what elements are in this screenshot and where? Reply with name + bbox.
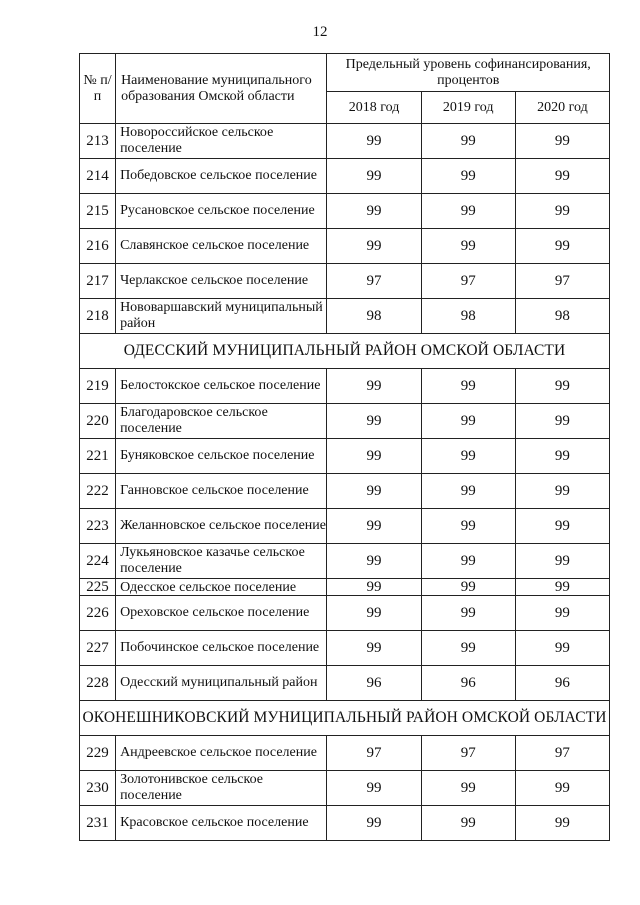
value-2018: 99	[327, 194, 421, 229]
value-2018: 99	[327, 229, 421, 264]
table-row	[80, 404, 610, 439]
value-2020: 99	[515, 159, 609, 194]
municipality-name: Ганновское сельское поселение	[116, 474, 327, 509]
row-number: 223	[80, 509, 116, 544]
row-number: 217	[80, 264, 116, 299]
municipality-name: Лукьяновское казачье сельское поселение	[116, 544, 327, 579]
value-2020: 99	[515, 631, 609, 666]
value-2018: 99	[327, 439, 421, 474]
value-2019: 99	[421, 579, 515, 596]
municipality-name: Ореховское сельское поселение	[116, 596, 327, 631]
value-2020: 98	[515, 299, 609, 334]
value-2018: 99	[327, 369, 421, 404]
value-2019: 99	[421, 439, 515, 474]
value-2018: 99	[327, 404, 421, 439]
value-2019: 97	[421, 264, 515, 299]
row-number: 218	[80, 299, 116, 334]
table-row	[80, 544, 610, 579]
municipality-name: Желанновское сельское поселение	[116, 509, 327, 544]
value-2020: 99	[515, 194, 609, 229]
table-header	[80, 54, 610, 124]
table-row	[80, 264, 610, 299]
value-2018: 99	[327, 474, 421, 509]
value-2018: 99	[327, 631, 421, 666]
municipality-name: Побочинское сельское поселение	[116, 631, 327, 666]
value-2019: 99	[421, 544, 515, 579]
value-2019: 99	[421, 369, 515, 404]
row-number: 220	[80, 404, 116, 439]
row-number: 213	[80, 124, 116, 159]
row-number: 230	[80, 771, 116, 806]
municipality-name: Одесский муниципальный район	[116, 666, 327, 701]
value-2019: 99	[421, 509, 515, 544]
value-2018: 99	[327, 544, 421, 579]
row-number: 226	[80, 596, 116, 631]
municipality-name: Золотонивское сельское поселение	[116, 771, 327, 806]
value-2019: 97	[421, 736, 515, 771]
value-2019: 99	[421, 404, 515, 439]
row-number: 229	[80, 736, 116, 771]
header-year-2019: 2019 год	[421, 92, 515, 124]
table-row	[80, 509, 610, 544]
municipality-name: Благодаровское сельское поселение	[116, 404, 327, 439]
table-row	[80, 369, 610, 404]
value-2018: 97	[327, 736, 421, 771]
value-2018: 97	[327, 264, 421, 299]
municipality-name: Белостокское сельское поселение	[116, 369, 327, 404]
table-row	[80, 229, 610, 264]
cofinancing-table	[79, 53, 610, 841]
value-2019: 99	[421, 771, 515, 806]
value-2018: 96	[327, 666, 421, 701]
value-2020: 99	[515, 544, 609, 579]
value-2019: 98	[421, 299, 515, 334]
value-2019: 99	[421, 474, 515, 509]
row-number: 224	[80, 544, 116, 579]
table-row	[80, 736, 610, 771]
municipality-name: Новороссийское сельское поселение	[116, 124, 327, 159]
row-number: 219	[80, 369, 116, 404]
municipality-name: Русановское сельское поселение	[116, 194, 327, 229]
table-row	[80, 194, 610, 229]
table-row	[80, 299, 610, 334]
row-number: 216	[80, 229, 116, 264]
row-number: 231	[80, 806, 116, 841]
value-2019: 99	[421, 124, 515, 159]
table-row	[80, 159, 610, 194]
value-2020: 96	[515, 666, 609, 701]
header-year-2018: 2018 год	[327, 92, 421, 124]
municipality-name: Нововаршавский муниципальный район	[116, 299, 327, 334]
header-municipality: Наименование муниципального образования Омской области	[116, 54, 327, 124]
value-2020: 97	[515, 736, 609, 771]
value-2020: 99	[515, 369, 609, 404]
table-row	[80, 806, 610, 841]
value-2020: 99	[515, 124, 609, 159]
table-row	[80, 439, 610, 474]
municipality-name: Черлакское сельское поселение	[116, 264, 327, 299]
value-2019: 99	[421, 806, 515, 841]
value-2018: 99	[327, 579, 421, 596]
value-2018: 99	[327, 596, 421, 631]
section-title: ОДЕССКИЙ МУНИЦИПАЛЬНЫЙ РАЙОН ОМСКОЙ ОБЛАСТИ	[80, 334, 610, 369]
value-2020: 99	[515, 509, 609, 544]
value-2018: 99	[327, 806, 421, 841]
table-row	[80, 579, 610, 596]
value-2018: 99	[327, 124, 421, 159]
table-row	[80, 124, 610, 159]
row-number: 214	[80, 159, 116, 194]
header-year-2020: 2020 год	[515, 92, 609, 124]
header-cofinancing-level: Предельный уровень софинансирования, процентов	[327, 54, 610, 92]
value-2018: 99	[327, 159, 421, 194]
section-row	[80, 334, 610, 369]
municipality-name: Красовское сельское поселение	[116, 806, 327, 841]
value-2019: 99	[421, 194, 515, 229]
header-num: № п/п	[80, 54, 116, 124]
municipality-name: Андреевское сельское поселение	[116, 736, 327, 771]
table-body	[80, 124, 610, 841]
value-2020: 99	[515, 596, 609, 631]
value-2018: 98	[327, 299, 421, 334]
value-2019: 99	[421, 596, 515, 631]
value-2019: 99	[421, 229, 515, 264]
table-row	[80, 631, 610, 666]
municipality-name: Буняковское сельское поселение	[116, 439, 327, 474]
value-2019: 96	[421, 666, 515, 701]
table-row	[80, 771, 610, 806]
table-row	[80, 666, 610, 701]
table-row	[80, 596, 610, 631]
value-2018: 99	[327, 509, 421, 544]
value-2020: 99	[515, 474, 609, 509]
row-number: 227	[80, 631, 116, 666]
value-2020: 99	[515, 579, 609, 596]
section-row	[80, 701, 610, 736]
value-2018: 99	[327, 771, 421, 806]
value-2020: 99	[515, 404, 609, 439]
municipality-name: Славянское сельское поселение	[116, 229, 327, 264]
table-row	[80, 474, 610, 509]
row-number: 221	[80, 439, 116, 474]
section-title: ОКОНЕШНИКОВСКИЙ МУНИЦИПАЛЬНЫЙ РАЙОН ОМСКОЙ ОБЛАСТИ	[80, 701, 610, 736]
value-2020: 99	[515, 229, 609, 264]
row-number: 222	[80, 474, 116, 509]
value-2020: 99	[515, 806, 609, 841]
page-number: 12	[312, 24, 328, 40]
value-2020: 99	[515, 439, 609, 474]
value-2019: 99	[421, 159, 515, 194]
value-2019: 99	[421, 631, 515, 666]
value-2020: 97	[515, 264, 609, 299]
row-number: 225	[80, 579, 116, 596]
municipality-name: Победовское сельское поселение	[116, 159, 327, 194]
row-number: 228	[80, 666, 116, 701]
row-number: 215	[80, 194, 116, 229]
value-2020: 99	[515, 771, 609, 806]
municipality-name: Одесское сельское поселение	[116, 579, 327, 596]
